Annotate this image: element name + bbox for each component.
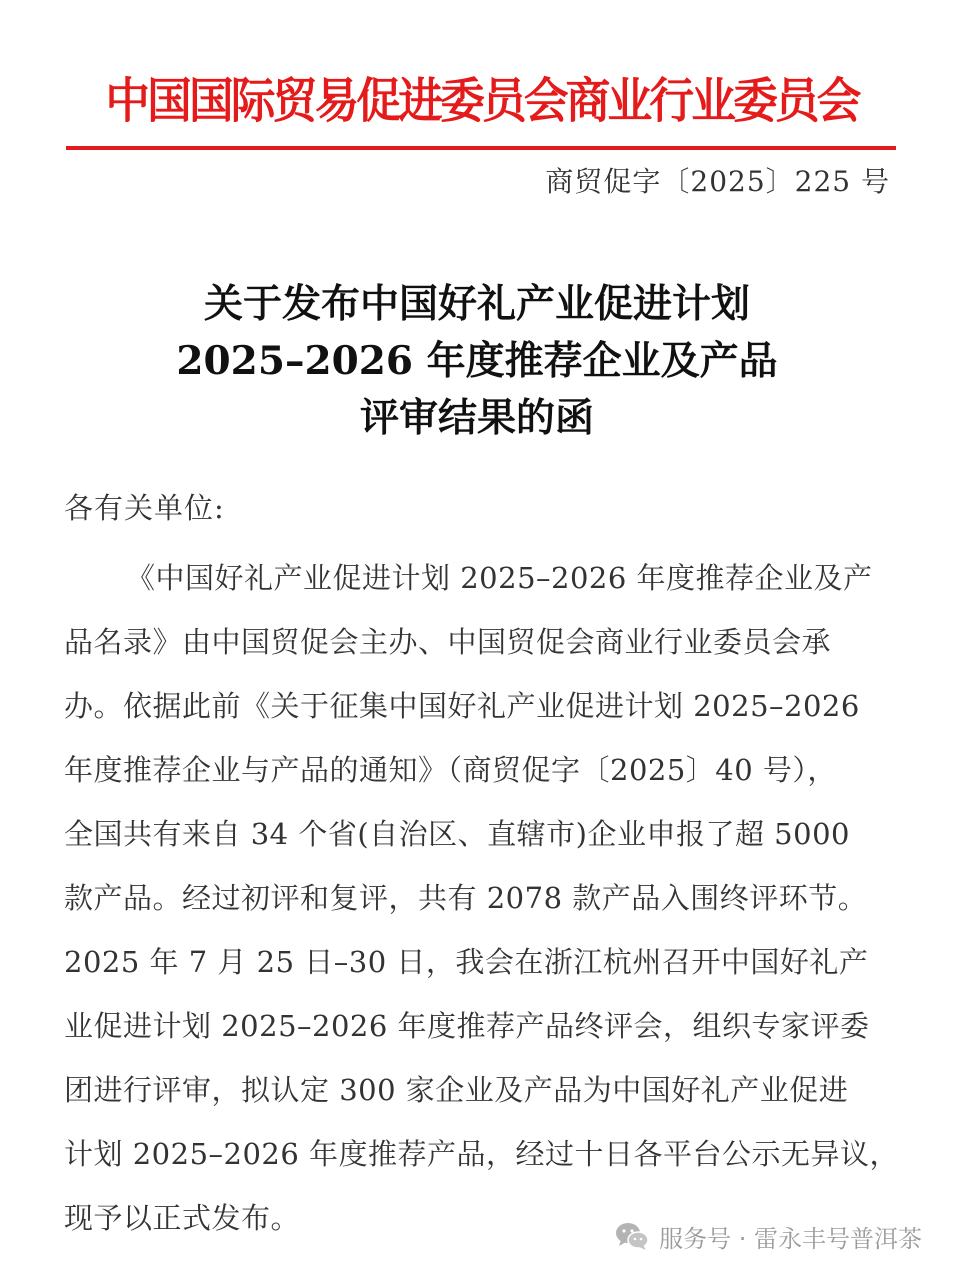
wechat-icon bbox=[615, 1221, 649, 1251]
footer-watermark bbox=[615, 1214, 922, 1258]
body-line: 业促进计划 2025–2026 年度推荐产品终评会，组织专家评委 bbox=[64, 1009, 870, 1043]
body-line: 品名录》由中国贸促会主办、中国贸促会商业行业委员会承 bbox=[64, 625, 832, 659]
letterhead-organization: 中国国际贸易促进委员会商业行业委员会 bbox=[105, 73, 859, 129]
body-paragraph bbox=[64, 546, 900, 1250]
body-line: 年度推荐企业与产品的通知》（商贸促字〔2025〕40 号）， bbox=[64, 753, 837, 787]
salutation: 各有关单位: bbox=[64, 491, 225, 525]
body-line: 款产品。经过初评和复评，共有 2078 款产品入围终评环节。 bbox=[64, 881, 868, 915]
document-title bbox=[0, 276, 954, 447]
body-line: 现予以正式发布。 bbox=[64, 1201, 301, 1235]
title-line: 关于发布中国好礼产业促进计划 bbox=[203, 281, 750, 327]
body-line: 2025 年 7 月 25 日–30 日，我会在浙江杭州召开中国好礼产 bbox=[64, 945, 869, 979]
body-line: 计划 2025–2026 年度推荐产品，经过十日各平台公示无异议， bbox=[64, 1137, 900, 1171]
body-line: 《中国好礼产业促进计划 2025–2026 年度推荐企业及产 bbox=[126, 561, 873, 595]
title-line: 评审结果的函 bbox=[359, 395, 594, 441]
watermark-text: 服务号 · 雷永丰号普洱茶 bbox=[659, 1224, 922, 1253]
body-line: 全国共有来自 34 个省(自治区、直辖市)企业申报了超 5000 bbox=[64, 817, 850, 851]
title-line: 2025–2026 年度推荐企业及产品 bbox=[176, 338, 778, 384]
body-line: 团进行评审，拟认定 300 家企业及产品为中国好礼产业促进 bbox=[64, 1073, 849, 1107]
letterhead-rule bbox=[66, 146, 896, 150]
body-line: 办。依据此前《关于征集中国好礼产业促进计划 2025–2026 bbox=[64, 689, 860, 723]
document-number: 商贸促字〔2025〕225 号 bbox=[545, 165, 890, 198]
